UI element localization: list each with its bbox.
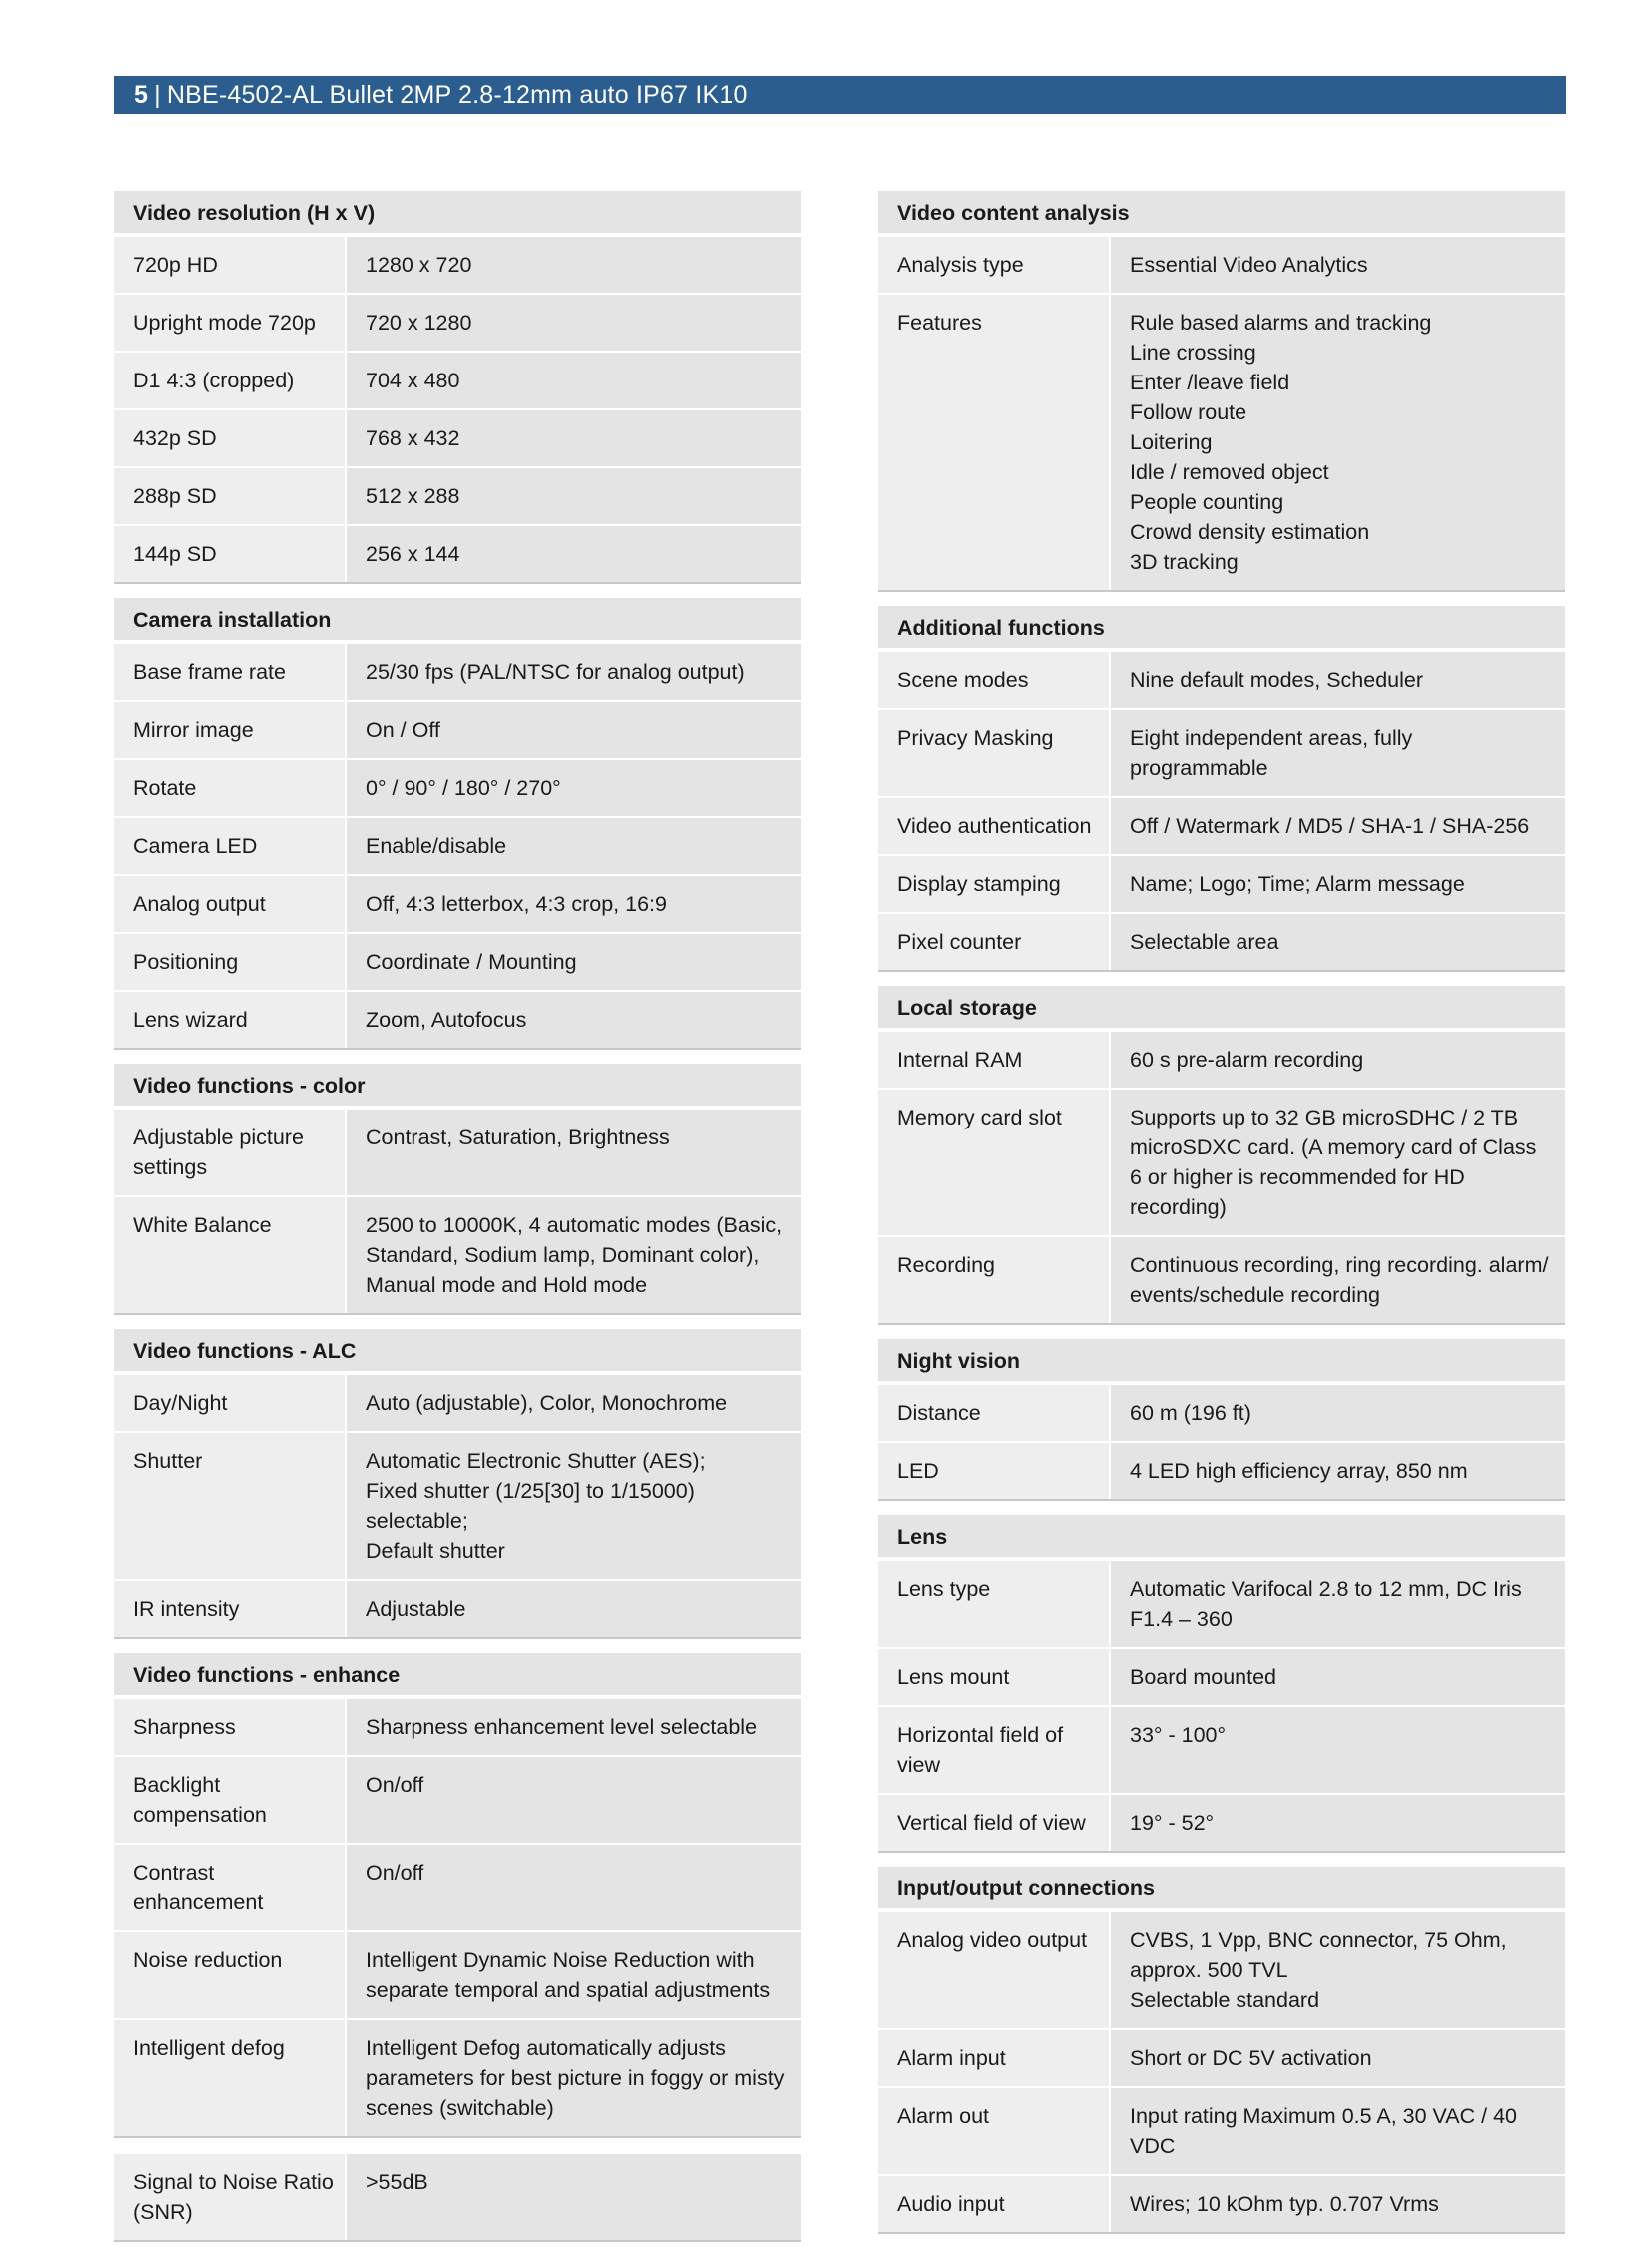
section-input-output-connections bbox=[878, 1867, 1565, 2234]
spec-row bbox=[878, 2174, 1565, 2234]
spec-value: 2500 to 10000K, 4 automatic modes (Basic, Standard, Sodium lamp, Dominant color), Manual mode and Hold mode bbox=[347, 1197, 801, 1313]
spec-label: Analog output bbox=[114, 876, 347, 932]
section-title: Night vision bbox=[878, 1339, 1565, 1383]
spec-label: 432p SD bbox=[114, 410, 347, 466]
section-video-functions-alc bbox=[114, 1329, 801, 1639]
spec-row bbox=[114, 1930, 801, 2018]
spec-row bbox=[878, 2086, 1565, 2174]
spec-value: Short or DC 5V activation bbox=[1111, 2030, 1565, 2086]
spec-label: Internal RAM bbox=[878, 1032, 1111, 1088]
spec-label: Alarm input bbox=[878, 2030, 1111, 2086]
spec-label: Vertical field of view bbox=[878, 1795, 1111, 1851]
spec-value: Continuous recording, ring recording. alarm/ events/schedule recording bbox=[1111, 1237, 1565, 1323]
spec-row bbox=[878, 1235, 1565, 1325]
spec-label: 144p SD bbox=[114, 526, 347, 582]
document-title: NBE-4502-AL Bullet 2MP 2.8-12mm auto IP67 IK10 bbox=[166, 81, 748, 109]
spec-value: Coordinate / Mounting bbox=[347, 934, 801, 990]
spec-label: Pixel counter bbox=[878, 914, 1111, 970]
spec-value: CVBS, 1 Vpp, BNC connector, 75 Ohm, approx. 500 TVL Selectable standard bbox=[1111, 1912, 1565, 2028]
spec-value: Zoom, Autofocus bbox=[347, 992, 801, 1048]
spec-value: Contrast, Saturation, Brightness bbox=[347, 1110, 801, 1195]
spec-label: Intelligent defog bbox=[114, 2020, 347, 2136]
spec-row bbox=[114, 524, 801, 584]
spec-row bbox=[878, 1030, 1565, 1088]
spec-value: Adjustable bbox=[347, 1581, 801, 1637]
spec-row bbox=[114, 293, 801, 351]
spec-row bbox=[114, 758, 801, 816]
spec-row bbox=[878, 1441, 1565, 1501]
spec-row bbox=[878, 854, 1565, 912]
section-title: Local storage bbox=[878, 986, 1565, 1030]
spec-row bbox=[114, 874, 801, 932]
spec-label: Scene modes bbox=[878, 652, 1111, 708]
section-lens bbox=[878, 1515, 1565, 1853]
spec-row bbox=[114, 2152, 801, 2242]
spec-row bbox=[114, 1373, 801, 1431]
section-title: Camera installation bbox=[114, 598, 801, 642]
spec-value: Wires; 10 kOhm typ. 0.707 Vrms bbox=[1111, 2176, 1565, 2232]
spec-label: Positioning bbox=[114, 934, 347, 990]
spec-value: 512 x 288 bbox=[347, 468, 801, 524]
spec-label: Contrast enhancement bbox=[114, 1845, 347, 1930]
spec-value: Auto (adjustable), Color, Monochrome bbox=[347, 1375, 801, 1431]
spec-value: 4 LED high efficiency array, 850 nm bbox=[1111, 1443, 1565, 1499]
section-title: Video functions - enhance bbox=[114, 1653, 801, 1697]
spec-label: LED bbox=[878, 1443, 1111, 1499]
spec-label: Adjustable picture settings bbox=[114, 1110, 347, 1195]
spec-label: 288p SD bbox=[114, 468, 347, 524]
spec-label: D1 4:3 (cropped) bbox=[114, 353, 347, 408]
spec-label: 720p HD bbox=[114, 237, 347, 293]
spec-row bbox=[878, 1793, 1565, 1853]
spec-label: Recording bbox=[878, 1237, 1111, 1323]
page-header bbox=[114, 76, 1566, 114]
spec-row bbox=[114, 642, 801, 700]
spec-value: 1280 x 720 bbox=[347, 237, 801, 293]
spec-value: Enable/disable bbox=[347, 818, 801, 874]
section-local-storage bbox=[878, 986, 1565, 1325]
spec-row bbox=[878, 235, 1565, 293]
spec-value: 720 x 1280 bbox=[347, 295, 801, 351]
spec-label: Analog video output bbox=[878, 1912, 1111, 2028]
spec-row bbox=[114, 235, 801, 293]
spec-label: Upright mode 720p bbox=[114, 295, 347, 351]
spec-value: Intelligent Dynamic Noise Reduction with separate temporal and spatial adjustments bbox=[347, 1932, 801, 2018]
section-video-content-analysis bbox=[878, 191, 1565, 592]
spec-label: IR intensity bbox=[114, 1581, 347, 1637]
spec-value: 704 x 480 bbox=[347, 353, 801, 408]
spec-value: Selectable area bbox=[1111, 914, 1565, 970]
spec-value: 256 x 144 bbox=[347, 526, 801, 582]
spec-value: Nine default modes, Scheduler bbox=[1111, 652, 1565, 708]
spec-row bbox=[878, 1705, 1565, 1793]
header-separator: | bbox=[154, 81, 161, 109]
spec-row bbox=[114, 1579, 801, 1639]
spec-row bbox=[878, 1647, 1565, 1705]
spec-row bbox=[878, 1088, 1565, 1235]
spec-row bbox=[878, 650, 1565, 708]
spec-row bbox=[114, 990, 801, 1050]
spec-label: Rotate bbox=[114, 760, 347, 816]
left-column bbox=[114, 191, 801, 2256]
spec-label: White Balance bbox=[114, 1197, 347, 1313]
spec-row bbox=[878, 293, 1565, 592]
spec-label: Camera LED bbox=[114, 818, 347, 874]
right-column bbox=[878, 191, 1565, 2248]
spec-row bbox=[878, 2028, 1565, 2086]
section-title: Video functions - ALC bbox=[114, 1329, 801, 1373]
section-video-functions-enhance bbox=[114, 1653, 801, 2138]
section-night-vision bbox=[878, 1339, 1565, 1501]
spec-label: Privacy Masking bbox=[878, 710, 1111, 796]
spec-row bbox=[878, 1383, 1565, 1441]
spec-value: On/off bbox=[347, 1757, 801, 1843]
section-title: Additional functions bbox=[878, 606, 1565, 650]
spec-value: Name; Logo; Time; Alarm message bbox=[1111, 856, 1565, 912]
section-title: Input/output connections bbox=[878, 1867, 1565, 1910]
spec-label: Sharpness bbox=[114, 1699, 347, 1755]
spec-value: Off / Watermark / MD5 / SHA-1 / SHA-256 bbox=[1111, 798, 1565, 854]
spec-label: Signal to Noise Ratio (SNR) bbox=[114, 2154, 347, 2240]
spec-row bbox=[114, 1431, 801, 1579]
spec-label: Features bbox=[878, 295, 1111, 590]
spec-value: >55dB bbox=[347, 2154, 801, 2240]
spec-value: Sharpness enhancement level selectable bbox=[347, 1699, 801, 1755]
spec-row bbox=[878, 1559, 1565, 1647]
section-snr bbox=[114, 2152, 801, 2242]
spec-value: Rule based alarms and tracking Line crossing Enter /leave field Follow route Loitering Idle / removed object People counting Crowd density estimation 3D tracking bbox=[1111, 295, 1565, 590]
spec-label: Lens wizard bbox=[114, 992, 347, 1048]
spec-value: 0° / 90° / 180° / 270° bbox=[347, 760, 801, 816]
section-video-resolution bbox=[114, 191, 801, 584]
section-camera-installation bbox=[114, 598, 801, 1050]
spec-value: On / Off bbox=[347, 702, 801, 758]
spec-value: 60 m (196 ft) bbox=[1111, 1385, 1565, 1441]
spec-label: Day/Night bbox=[114, 1375, 347, 1431]
spec-value: 19° - 52° bbox=[1111, 1795, 1565, 1851]
spec-value: 768 x 432 bbox=[347, 410, 801, 466]
spec-row bbox=[114, 1755, 801, 1843]
spec-value: Essential Video Analytics bbox=[1111, 237, 1565, 293]
spec-label: Noise reduction bbox=[114, 1932, 347, 2018]
spec-value: Automatic Electronic Shutter (AES); Fixed shutter (1/25[30] to 1/15000) selectable; Default shutter bbox=[347, 1433, 801, 1579]
spec-value: 60 s pre-alarm recording bbox=[1111, 1032, 1565, 1088]
spec-label: Display stamping bbox=[878, 856, 1111, 912]
spec-value: Eight independent areas, fully programmable bbox=[1111, 710, 1565, 796]
spec-label: Lens type bbox=[878, 1561, 1111, 1647]
spec-label: Audio input bbox=[878, 2176, 1111, 2232]
spec-value: Input rating Maximum 0.5 A, 30 VAC / 40 VDC bbox=[1111, 2088, 1565, 2174]
spec-label: Analysis type bbox=[878, 237, 1111, 293]
spec-row bbox=[878, 1910, 1565, 2028]
spec-label: Base frame rate bbox=[114, 644, 347, 700]
section-title: Lens bbox=[878, 1515, 1565, 1559]
spec-row bbox=[114, 1697, 801, 1755]
spec-row bbox=[114, 351, 801, 408]
spec-label: Distance bbox=[878, 1385, 1111, 1441]
spec-row bbox=[114, 700, 801, 758]
spec-label: Memory card slot bbox=[878, 1090, 1111, 1235]
spec-row bbox=[114, 2018, 801, 2138]
spec-value: Off, 4:3 letterbox, 4:3 crop, 16:9 bbox=[347, 876, 801, 932]
spec-row bbox=[878, 708, 1565, 796]
spec-row bbox=[114, 816, 801, 874]
spec-value: Board mounted bbox=[1111, 1649, 1565, 1705]
spec-row bbox=[114, 932, 801, 990]
spec-label: Shutter bbox=[114, 1433, 347, 1579]
spec-label: Video authentication bbox=[878, 798, 1111, 854]
spec-row bbox=[114, 1195, 801, 1315]
spec-value: Automatic Varifocal 2.8 to 12 mm, DC Iris F1.4 – 360 bbox=[1111, 1561, 1565, 1647]
page-number: 5 bbox=[134, 81, 149, 109]
section-title: Video resolution (H x V) bbox=[114, 191, 801, 235]
section-video-functions-color bbox=[114, 1064, 801, 1315]
spec-row bbox=[114, 1843, 801, 1930]
spec-row bbox=[114, 1108, 801, 1195]
spec-label: Horizontal field of view bbox=[878, 1707, 1111, 1793]
spec-label: Alarm out bbox=[878, 2088, 1111, 2174]
section-title: Video functions - color bbox=[114, 1064, 801, 1108]
spec-label: Mirror image bbox=[114, 702, 347, 758]
spec-value: On/off bbox=[347, 1845, 801, 1930]
spec-label: Lens mount bbox=[878, 1649, 1111, 1705]
spec-value: Intelligent Defog automatically adjusts parameters for best picture in foggy or misty scenes (switchable) bbox=[347, 2020, 801, 2136]
section-title: Video content analysis bbox=[878, 191, 1565, 235]
spec-value: 25/30 fps (PAL/NTSC for analog output) bbox=[347, 644, 801, 700]
spec-row bbox=[114, 408, 801, 466]
spec-value: 33° - 100° bbox=[1111, 1707, 1565, 1793]
spec-label: Backlight compensation bbox=[114, 1757, 347, 1843]
spec-row bbox=[114, 466, 801, 524]
spec-row bbox=[878, 796, 1565, 854]
spec-row bbox=[878, 912, 1565, 972]
section-additional-functions bbox=[878, 606, 1565, 972]
spec-value: Supports up to 32 GB microSDHC / 2 TB microSDXC card. (A memory card of Class 6 or higher is recommended for HD recording) bbox=[1111, 1090, 1565, 1235]
